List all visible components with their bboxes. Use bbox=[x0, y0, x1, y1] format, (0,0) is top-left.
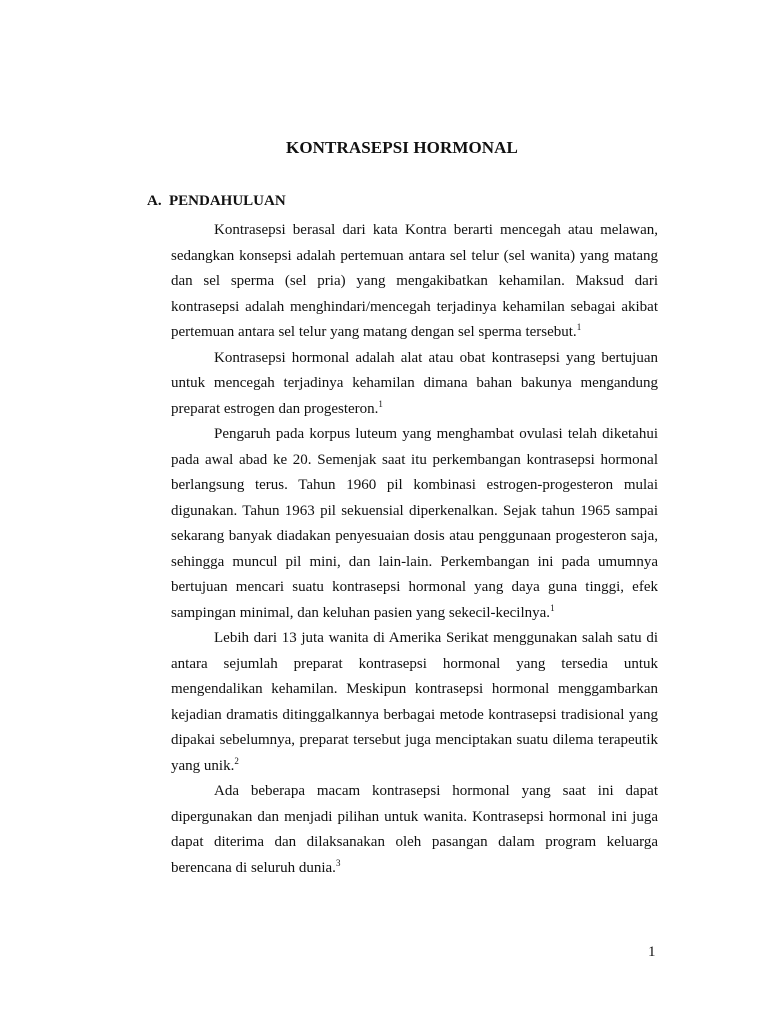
paragraph-text: Pengaruh pada korpus luteum yang menghambat ovulasi telah diketahui pada awal abad ke 20. Semenjak saat itu perkembangan kontrasepsi hormonal berlangsung terus. Tahun 1960 pil kombinasi estrogen-progesteron mulai digunakan. Tahun 1963 pil sekuensial diperkenalkan. Sejak tahun 1965 sampai sekarang banyak diadakan penyesuaian dosis atau penggunaan progesteron saja, sehingga muncul pil mini, dan lain-lain. Perkembangan ini pada umumnya bertujuan mencari suatu kontrasepsi hormonal yang daya guna tinggi, efek sampingan minimal, dan keluhan pasien yang sekecil-kecilnya. bbox=[171, 426, 658, 621]
section-heading bbox=[147, 193, 286, 210]
paragraph-text: Kontrasepsi hormonal adalah alat atau obat kontrasepsi yang bertujuan untuk mencegah terjadinya kehamilan dimana bahan bakunya mengandung preparat estrogen dan progesteron. bbox=[171, 349, 658, 417]
page-number: 1 bbox=[648, 944, 656, 960]
paragraph bbox=[171, 779, 658, 881]
paragraph-text: Kontrasepsi berasal dari kata Kontra berarti mencegah atau melawan, sedangkan konsepsi adalah pertemuan antara sel telur (sel wanita) yang matang dan sel sperma (sel pria) yang mengakibatkan kehamilan. Maksud dari kontrasepsi adalah menghindari/mencegah terjadinya kehamilan sebagai akibat pertemuan antara sel telur yang matang dengan sel sperma tersebut. bbox=[171, 222, 658, 340]
paragraph-text: Lebih dari 13 juta wanita di Amerika Serikat menggunakan salah satu di antara sejumlah preparat kontrasepsi hormonal yang tersedia untuk mengendalikan kehamilan. Meskipun kontrasepsi hormonal menggambarkan kejadian dramatis ditinggalkannya berbagai metode kontrasepsi tradisional yang dipakai sebelumnya, preparat tersebut juga menciptakan suatu dilema terapeutik yang unik. bbox=[171, 630, 658, 774]
footnote-ref: 3 bbox=[335, 857, 341, 868]
footnote-ref: 2 bbox=[234, 755, 239, 766]
paragraph-text: Ada beberapa macam kontrasepsi hormonal yang saat ini dapat dipergunakan dan menjadi pilihan untuk wanita. Kontrasepsi hormonal ini juga dapat diterima dan dilaksanakan oleh pasangan dalam program keluarga berencana di seluruh dunia. bbox=[171, 783, 658, 876]
section-title: PENDAHULUAN bbox=[169, 193, 286, 209]
footnote-ref: 1 bbox=[378, 398, 383, 409]
section-number: A. bbox=[147, 193, 162, 209]
paragraph bbox=[171, 422, 658, 626]
paragraph bbox=[171, 218, 658, 346]
paragraph bbox=[171, 346, 658, 423]
footnote-ref: 1 bbox=[576, 322, 582, 332]
document-title: KONTRASEPSI HORMONAL bbox=[286, 138, 518, 157]
paragraph bbox=[171, 626, 658, 779]
body-text bbox=[171, 218, 658, 881]
footnote-ref: 1 bbox=[550, 602, 555, 613]
